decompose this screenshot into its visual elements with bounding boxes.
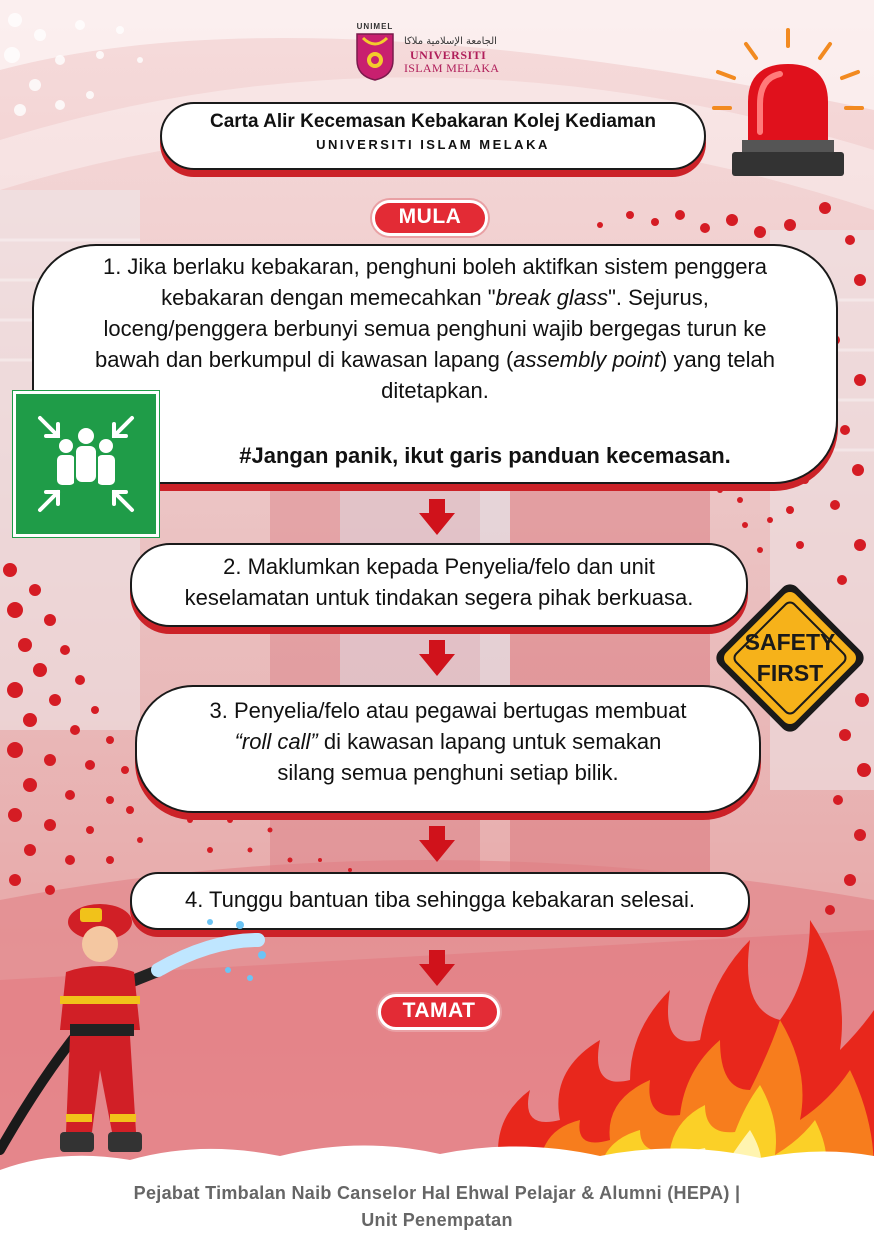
- arrow-down-icon: [419, 640, 455, 676]
- step-3-roll-call-term: “roll call”: [234, 729, 318, 754]
- page-title: Carta Alir Kecemasan Kebakaran Kolej Kediaman: [210, 111, 656, 132]
- arrow-down-icon: [419, 950, 455, 986]
- safety-sign-line1: SAFETY: [744, 629, 836, 655]
- step-1-note: #Jangan panik, ikut garis panduan kecemasan.: [239, 443, 731, 468]
- step-2-line1: 2. Maklumkan kepada Penyelia/felo dan unit: [223, 554, 655, 579]
- step-2-box: [130, 543, 748, 627]
- logo-arabic: الجامعة الإسلامية ملاكا: [404, 36, 497, 47]
- safety-sign-line2: FIRST: [756, 660, 824, 686]
- logo-name-line1: UNIVERSITI: [410, 48, 487, 62]
- footer: [0, 1170, 874, 1241]
- step-3-box: [135, 685, 761, 813]
- step-2-line2: keselamatan untuk tindakan segera pihak berkuasa.: [184, 585, 694, 610]
- assembly-point-icon: [16, 394, 156, 534]
- step-4-line1: 4. Tunggu bantuan tiba sehingga kebakaran selesai.: [184, 887, 696, 912]
- university-crest-icon: [355, 32, 395, 82]
- footer-unit-line: Unit Penempatan: [361, 1210, 513, 1230]
- footer-office-line: Pejabat Timbalan Naib Canselor Hal Ehwal Pelajar & Alumni (HEPA) |: [133, 1183, 741, 1203]
- page-subtitle: UNIVERSITI ISLAM MELAKA: [316, 137, 550, 152]
- step-1-break-glass-term: break glass: [495, 285, 609, 310]
- safety-first-text: [707, 627, 873, 689]
- step-3-line1: 3. Penyelia/felo atau pegawai bertugas membuat: [209, 698, 687, 723]
- step-1-line3: loceng/penggera berbunyi semua penghuni wajib bergegas turun ke: [103, 316, 767, 341]
- arrow-down-icon: [419, 499, 455, 535]
- arrow-down-icon: [419, 826, 455, 862]
- step-3-line2: “roll call” di kawasan lapang untuk semakan: [234, 729, 662, 754]
- start-label: MULA: [372, 200, 488, 236]
- alarm-siren-icon: [708, 22, 868, 182]
- title-banner: [160, 102, 706, 170]
- university-logo: [352, 22, 512, 88]
- end-label: TAMAT: [378, 994, 500, 1030]
- logo-name-line2: ISLAM MELAKA: [404, 61, 500, 75]
- bottom-cloud-divider: [0, 1130, 874, 1170]
- assembly-point-sign: [13, 391, 159, 537]
- logo-abbrev: UNIMEL: [356, 22, 394, 31]
- step-1-assembly-point-term: assembly point: [513, 347, 661, 372]
- step-1-line5: ditetapkan.: [381, 378, 489, 403]
- step-1-line2: kebakaran dengan memecahkan "break glass". Sejurus,: [161, 285, 709, 310]
- step-3-line3: silang semua penghuni setiap bilik.: [277, 760, 619, 785]
- step-1-line1: 1. Jika berlaku kebakaran, penghuni boleh aktifkan sistem penggera: [102, 254, 768, 279]
- step-1-line4: bawah dan berkumpul di kawasan lapang (assembly point) yang telah: [95, 347, 775, 372]
